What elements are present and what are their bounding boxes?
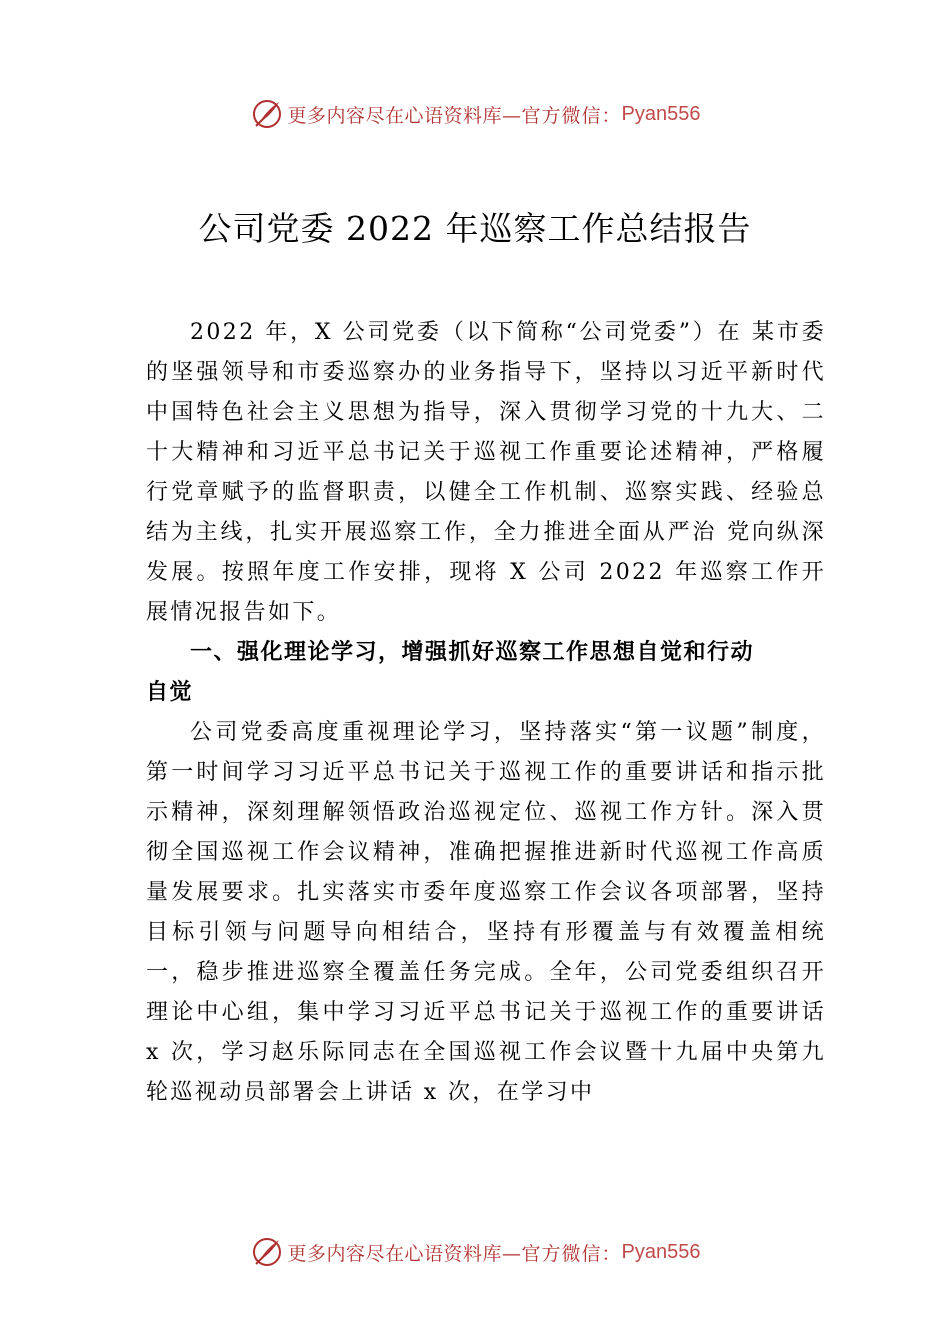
watermark-wechat-id: Pyan556 (621, 1240, 701, 1263)
section-paragraph: 公司党委高度重视理论学习，坚持落实“第一议题”制度，第一时间学习习近平总书记关于巡视工作的重要讲话和指示批示精神，深刻理解领悟政治巡视定位、巡视工作方针。深入贯彻全国巡视工作会议精神，准确把握推进新时代巡视工作高质量发展要求。扎实落实市委年度巡察工作会议各项部署，坚持目标引领与问题导向相结合，坚持有形覆盖与有效覆盖相统一，稳步推进巡察全覆盖任务完成。全年，公司党委组织召开理论中心组，集中学习习近平总书记关于巡视工作的重要讲话 x 次，学习赵乐际同志在全国巡视工作会议暨十九届中央第九轮巡视动员部署会上讲话 x 次，在学习中 (146, 720, 826, 1105)
document-body (146, 313, 826, 1113)
watermark-wechat-label: 官方微信： (521, 1242, 622, 1265)
document-title: 公司党委 2022 年巡察工作总结报告 (198, 209, 752, 248)
watermark-text: 更多内容尽在心语资料库— (287, 1242, 522, 1265)
watermark-text: 更多内容尽在心语资料库— (287, 104, 522, 127)
watermark-wechat-label: 官方微信： (521, 104, 622, 127)
watermark-footer (0, 1232, 950, 1272)
feather-pen-icon (250, 97, 284, 131)
watermark-header (0, 94, 950, 134)
intro-paragraph: 2022 年，X 公司党委（以下简称“公司党委”）在 某市委的坚强领导和市委巡察办的业务指导下，坚持以习近平新时代中国特色社会主义思想为指导，深入贯彻学习党的十九大、二十大精神和习近平总书记关于巡视工作重要论述精神，严格履行党章赋予的监督职责，以健全工作机制、巡察实践、经验总结为主线，扎实开展巡察工作，全力推进全面从严治 党向纵深发展。按照年度工作安排，现将 X 公司 2022 年巡察工作开展情况报告如下。 (146, 320, 826, 625)
section-heading: 一、强化理论学习，增强抓好巡察工作思想自觉和行动自觉 (146, 640, 755, 705)
watermark-wechat-id: Pyan556 (621, 102, 701, 125)
feather-pen-icon (250, 1235, 284, 1269)
